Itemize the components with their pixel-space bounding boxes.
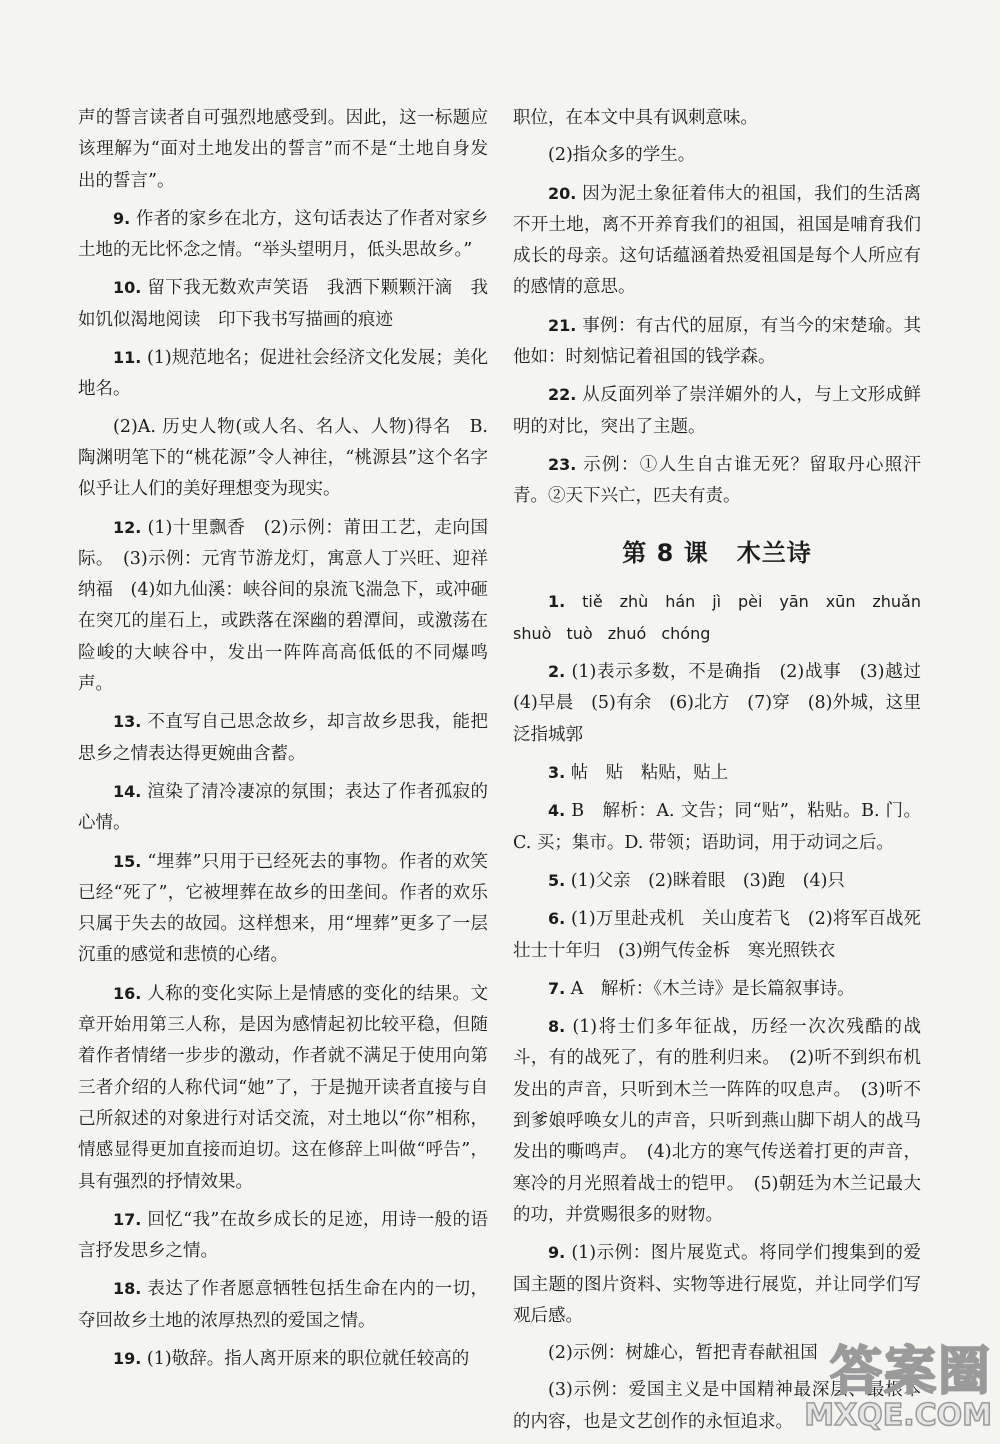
answer-item xyxy=(78,203,488,267)
answer-number: 16. xyxy=(113,983,142,1003)
answer-number: 12. xyxy=(113,517,142,537)
watermark-text-cn: 答案圈 xyxy=(829,1342,992,1402)
answer-text: A 解析：《木兰诗》是长篇叙事诗。 xyxy=(565,978,855,999)
answer-item xyxy=(78,706,488,770)
answer-number: 3. xyxy=(548,763,566,783)
answer-text: “埋葬”只用于已经死去的事物。作者的欢笑已经“死了”，它被埋葬在故乡的田垄间。作者的欢乐只属于失去的故园。这样想来，用“埋葬”更多了一层沉重的感觉和悲愤的心绪。 xyxy=(78,851,488,966)
answer-text: 不直写自己思念故乡，却言故乡思我，能把思乡之情表达得更婉曲含蓄。 xyxy=(78,712,488,764)
answer-number: 2. xyxy=(548,662,566,682)
watermark-logo xyxy=(792,1344,992,1434)
answer-number: 20. xyxy=(548,183,577,203)
answer-text: (1)十里飘香 (2)示例：莆田工艺，走向国际。 (3)示例：元宵节游龙灯，寓意人丁兴旺、迎祥纳福 (4)如九仙溪：峡谷间的泉流飞湍急下，或冲砸在突兀的崖石上，或跌落在深幽的碧潭间，或激荡在险峻的大峡谷中，发出一阵阵高高低低的不同爆鸣声。 xyxy=(78,517,488,695)
answer-number: 9. xyxy=(548,1243,566,1263)
answer-text: 职位，在本文中具有讽刺意味。 xyxy=(513,108,758,128)
answer-number: 13. xyxy=(113,712,142,732)
answer-text: 表达了作者愿意牺牲包括生命在内的一切，夺回故乡土地的浓厚热烈的爱国之情。 xyxy=(78,1279,488,1331)
answer-text: (1)敬辞。指人离开原来的职位就任较高的 xyxy=(141,1348,470,1369)
answer-text: 示例：①人生自古谁无死？留取丹心照汗青。②天下兴亡，匹夫有责。 xyxy=(513,454,921,507)
answer-text: 声的誓言读者自可强烈地感受到。因此，这一标题应该理解为“面对土地发出的誓言”而不是“土地自身发出的誓言”。 xyxy=(78,108,488,191)
answer-text: (1)规范地名；促进社会经济文化发展；美化地名。 xyxy=(78,348,488,400)
answer-text: (1)将士们多年征战，历经一次次残酷的战斗，有的战死了，有的胜利归来。 (2)听不到织布机发出的声音，只听到木兰一阵阵的叹息声。 (3)听不到爹娘呼唤女儿的声音，只听到燕山脚下胡人的战马发出的嘶鸣声。 (4)北方的寒气传送着打更的声音，寒冷的月光照着战士的铠甲。 (5)朝廷为木兰记最大的功，并赏赐很多的财物。 xyxy=(513,1017,921,1225)
lesson-heading xyxy=(513,533,921,568)
answer-item xyxy=(513,140,921,171)
answer-text: 帖 贴 粘贴，贴上 xyxy=(565,763,729,784)
answer-number: 4. xyxy=(548,801,566,821)
answer-item xyxy=(513,865,921,897)
answer-item xyxy=(513,310,921,374)
answer-item xyxy=(513,103,921,134)
answer-text: 作者的家乡在北方，这句话表达了作者对家乡土地的无比怀念之情。“举头望明月，低头思故乡。” xyxy=(78,208,488,261)
answer-item xyxy=(513,757,921,789)
answer-number: 18. xyxy=(113,1279,142,1299)
answer-text: 事例：有古代的屈原，有当今的宋楚瑜。其他如：时刻惦记着祖国的钱学森。 xyxy=(513,315,921,368)
answer-number: 17. xyxy=(113,1209,142,1229)
answer-text: tiě zhù hán jì pèi yān xūn zhuǎn shuò tuò zhuó chóng xyxy=(513,591,937,643)
answer-item xyxy=(78,846,488,972)
answer-item xyxy=(78,978,488,1198)
lesson-title: 木兰诗 xyxy=(736,538,812,567)
left-column xyxy=(78,103,494,1381)
answer-text: (1)表示多数，不是确指 (2)战事 (3)越过 (4)早晨 (5)有余 (6)北方 (7)穿 (8)外城，这里泛指城郭 xyxy=(513,662,939,745)
answer-number: 9. xyxy=(113,208,131,228)
answer-number: 22. xyxy=(548,385,577,405)
answer-item xyxy=(78,1273,488,1337)
answer-item xyxy=(78,776,488,840)
answer-item xyxy=(78,272,488,336)
answer-item xyxy=(78,512,488,701)
right-column-top xyxy=(513,103,921,513)
answer-number: 21. xyxy=(548,315,577,335)
answer-item xyxy=(78,1343,488,1375)
answer-text: (1)父亲 (2)眯着眼 (3)跑 (4)只 xyxy=(565,870,845,891)
answer-item xyxy=(78,342,488,406)
answer-item xyxy=(513,656,939,751)
watermark-text-en: MXQE.COM xyxy=(804,1398,992,1433)
answer-item xyxy=(513,1011,921,1231)
answer-number: 23. xyxy=(548,454,577,474)
answer-number: 15. xyxy=(113,851,142,871)
answer-text: (2)指众多的学生。 xyxy=(548,145,696,166)
answer-number: 8. xyxy=(548,1017,566,1037)
answer-item xyxy=(78,103,488,197)
answer-item xyxy=(78,1204,488,1268)
answer-text: (1)示例：图片展览式。将同学们搜集到的爱国主题的图片资料、实物等进行展览，并让同学们写观后感。 xyxy=(513,1243,921,1326)
right-column xyxy=(513,103,939,1444)
answer-text: 回忆“我”在故乡成长的足迹，用诗一般的语言抒发思乡之情。 xyxy=(78,1209,488,1262)
answer-text: B 解析：A. 文告；同“贴”，粘贴。B. 门。C. 买；集市。D. 带领；语助词，用于动词之后。 xyxy=(513,801,921,853)
answer-item xyxy=(513,379,921,443)
answer-item xyxy=(513,586,937,651)
answer-item xyxy=(513,795,921,859)
answer-item xyxy=(78,412,494,506)
answer-text: (2)示例：树雄心，暂把青春献祖国 xyxy=(548,1343,818,1364)
answer-number: 5. xyxy=(548,870,566,890)
answer-number: 19. xyxy=(113,1348,142,1368)
answer-text: 留下我无数欢声笑语 我洒下颗颗汗滴 我如饥似渴地阅读 印下我书写描画的痕迹 xyxy=(78,278,488,330)
lesson-number: 第 8 课 xyxy=(622,538,709,567)
answer-text: (1)万里赴戎机 关山度若飞 (2)将军百战死 壮士十年归 (3)朔气传金柝 寒光照铁衣 xyxy=(513,909,939,961)
answer-number: 14. xyxy=(113,781,142,801)
answer-number: 11. xyxy=(113,348,142,368)
answer-text: 渲染了清冷凄凉的氛围；表达了作者孤寂的心情。 xyxy=(78,781,488,834)
answer-item xyxy=(513,903,939,967)
right-column-bottom xyxy=(513,586,939,1438)
answer-item xyxy=(513,973,921,1005)
answer-item xyxy=(513,449,921,513)
answer-text: (2)A. 历史人物(或人名、名人、人物)得名 B. 陶渊明笔下的“桃花源”令人神往，“桃源县”这个名字似乎让人们的美好理想变为现实。 xyxy=(78,416,494,500)
answer-number: 1. xyxy=(548,591,566,611)
answer-text: 从反面列举了崇洋媚外的人，与上文形成鲜明的对比，突出了主题。 xyxy=(513,385,921,437)
answer-text: (3)示例：爱国主义是中国精神最深层、最根本的内容，也是文艺创作的永恒追求。 xyxy=(513,1380,921,1432)
answer-number: 6. xyxy=(548,909,566,929)
answer-item xyxy=(513,1237,921,1332)
answer-number: 10. xyxy=(113,278,142,298)
answer-number: 7. xyxy=(548,978,566,998)
answer-text: 人称的变化实际上是情感的变化的结果。文章开始用第三人称，是因为感情起初比较平稳，但随着作者情绪一步步的激动，作者就不满足于使用向第三者介绍的人称代词“她”了，于是抛开读者直接与自己所叙述的对象进行对话交流，对土地以“你”相称，情感显得更加直接而迫切。这在修辞上叫做“呼告”，具有强烈的抒情效果。 xyxy=(78,983,488,1192)
answer-item xyxy=(513,178,921,304)
answer-text: 因为泥土象征着伟大的祖国，我们的生活离不开土地，离不开养育我们的祖国，祖国是哺育我们成长的母亲。这句话蕴涵着热爱祖国是每个人所应有的感情的意思。 xyxy=(513,183,921,298)
